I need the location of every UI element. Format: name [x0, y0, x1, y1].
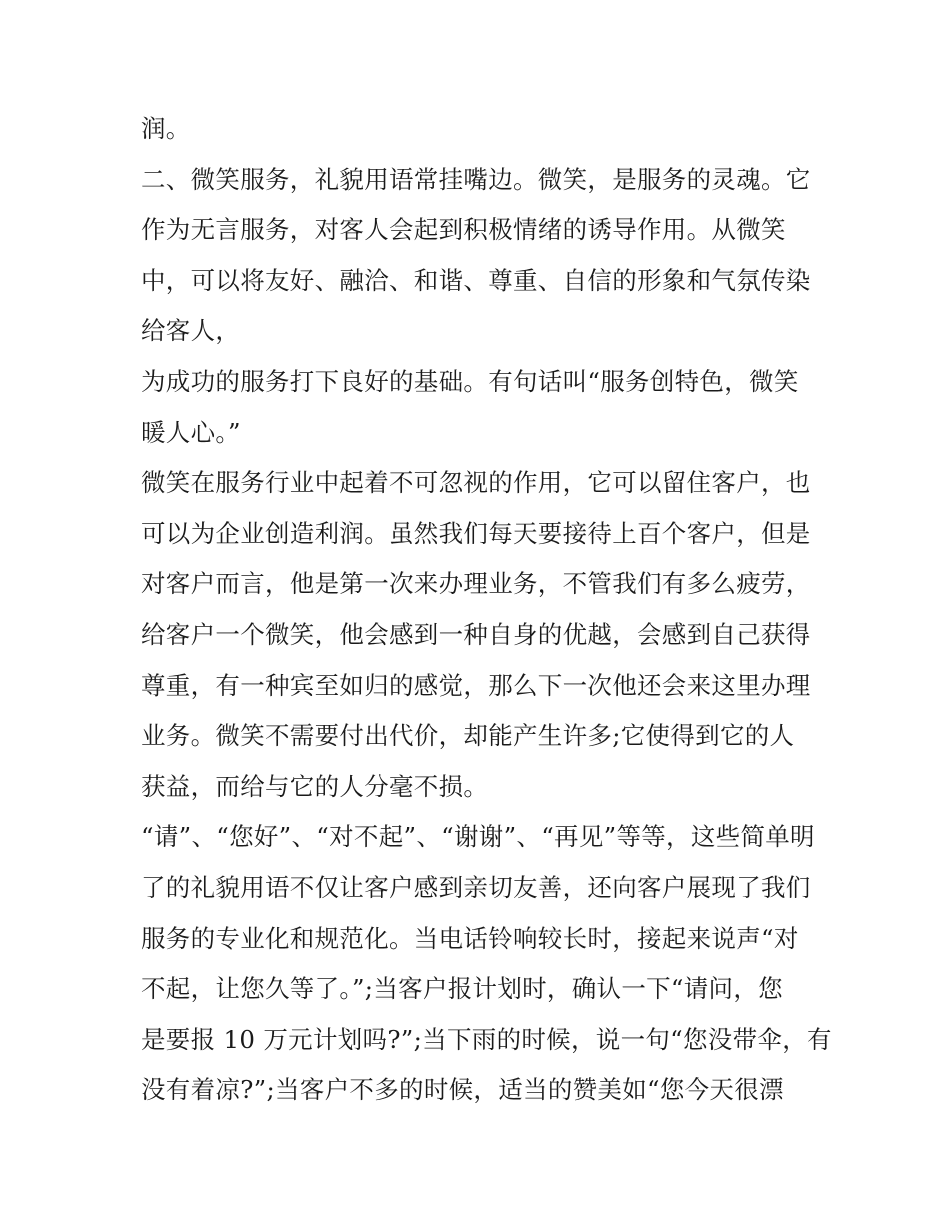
text-line: 可以为企业创造利润。虽然我们每天要接待上百个客户，但是 [141, 518, 811, 548]
body-text [141, 104, 832, 1116]
text-line: 为成功的服务打下良好的基础。有句话叫“服务创特色，微笑 [141, 366, 799, 396]
text-line: 是要报 10 万元计划吗?”;当下雨的时候，说一句“您没带伞，有 [141, 1024, 832, 1054]
text-line: 获益，而给与它的人分毫不损。 [141, 771, 489, 801]
text-line: 没有着凉?”;当客户不多的时候，适当的赞美如“您今天很漂 [141, 1075, 784, 1105]
text-line: 暖人心。” [141, 417, 241, 447]
text-line: 不起，让您久等了。”;当客户报计划时，确认一下“请问，您 [141, 974, 783, 1004]
text-line: “请”、“您好”、“对不起”、“谢谢”、“再见”等等，这些简单明 [141, 822, 815, 852]
text-line: 给客户一个微笑，他会感到一种自身的优越，会感到自己获得 [141, 619, 811, 649]
text-line: 作为无言服务，对客人会起到积极情绪的诱导作用。从微笑 [141, 215, 786, 245]
text-line: 尊重，有一种宾至如归的感觉，那么下一次他还会来这里办理 [141, 670, 811, 700]
text-line: 二、微笑服务，礼貌用语常挂嘴边。微笑，是服务的灵魂。它 [141, 164, 811, 194]
text-line: 中，可以将友好、融洽、和谐、尊重、自信的形象和气氛传染 [141, 265, 811, 295]
text-line: 服务的专业化和规范化。当电话铃响较长时，接起来说声“对 [141, 923, 799, 953]
text-line: 润。 [141, 114, 191, 143]
text-line: 给客人， [141, 316, 241, 346]
text-line: 微笑在服务行业中起着不可忽视的作用，它可以留住客户，也 [141, 468, 811, 498]
text-line: 了的礼貌用语不仅让客户感到亲切友善，还向客户展现了我们 [141, 872, 811, 902]
text-line: 对客户而言，他是第一次来办理业务，不管我们有多么疲劳， [141, 569, 811, 599]
text-line: 业务。微笑不需要付出代价，却能产生许多;它使得到它的人 [141, 721, 795, 751]
